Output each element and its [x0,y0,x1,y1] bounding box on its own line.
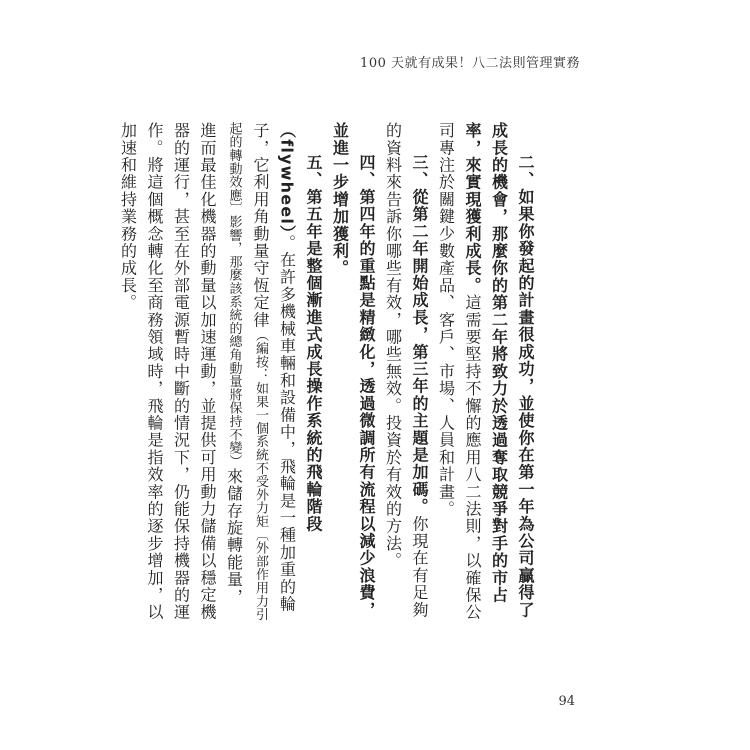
bold-lead: 五、第五年是整個漸進式成長操作系統的飛輪階段（flywheel） [277,122,323,533]
page-number: 94 [558,694,575,709]
paragraph-year-three [379,122,432,622]
paragraph-body-continued: 來儲存旋轉能量，進而最佳化機器的動量以加速運動，並提供可用動力儲備以穩定機器的運行，甚至在外部電源暫時中斷的情況下，仍能保持機器的運作。將這個概念轉化至商務領域時，飛輪是指效率的逐步增加，以加速和維持業務的成長。 [118,122,244,621]
bold-lead: 三、從第二年開始成長，第三年的主題是加碼。 [410,154,429,516]
paragraph-body: 。在許多機械車輛和設備中，飛輪是一種加重的輪子，它利用角動量守恆定律 [251,122,297,613]
running-header: 100 天就有成果！八二法則管理實務 [360,56,580,71]
bold-lead: 二、如果你發起的計畫很成功，並使你在第一年為公司贏得了成長的機會，那麼你的第二年將致力於透過奪取競爭對手的市占率，來實現獲利成長。 [463,122,535,619]
paragraph-year-two [432,122,538,622]
editor-note: （編按：如果一個系統不受外力矩〔外部作用力引起的轉動效應〕影響，那麼該系統的總角動量將保持不變） [226,122,268,622]
paragraph-body: 這需要堅持不懈的應用八二法則，以確保公司專注於關鍵少數產品、客戶、市場、人員和計畫。 [436,122,482,621]
bold-lead: 四、第四年的重點是精緻化，透過微調所有流程以減少浪費，並進一步增加獲利。 [330,122,376,619]
paragraph-body: 你現在有足夠的資料來告訴你哪些有效，哪些無效。投資於有效的方法。 [383,122,429,619]
body-text [114,122,538,622]
paragraph-year-five [114,122,326,622]
paragraph-year-four [326,122,379,622]
